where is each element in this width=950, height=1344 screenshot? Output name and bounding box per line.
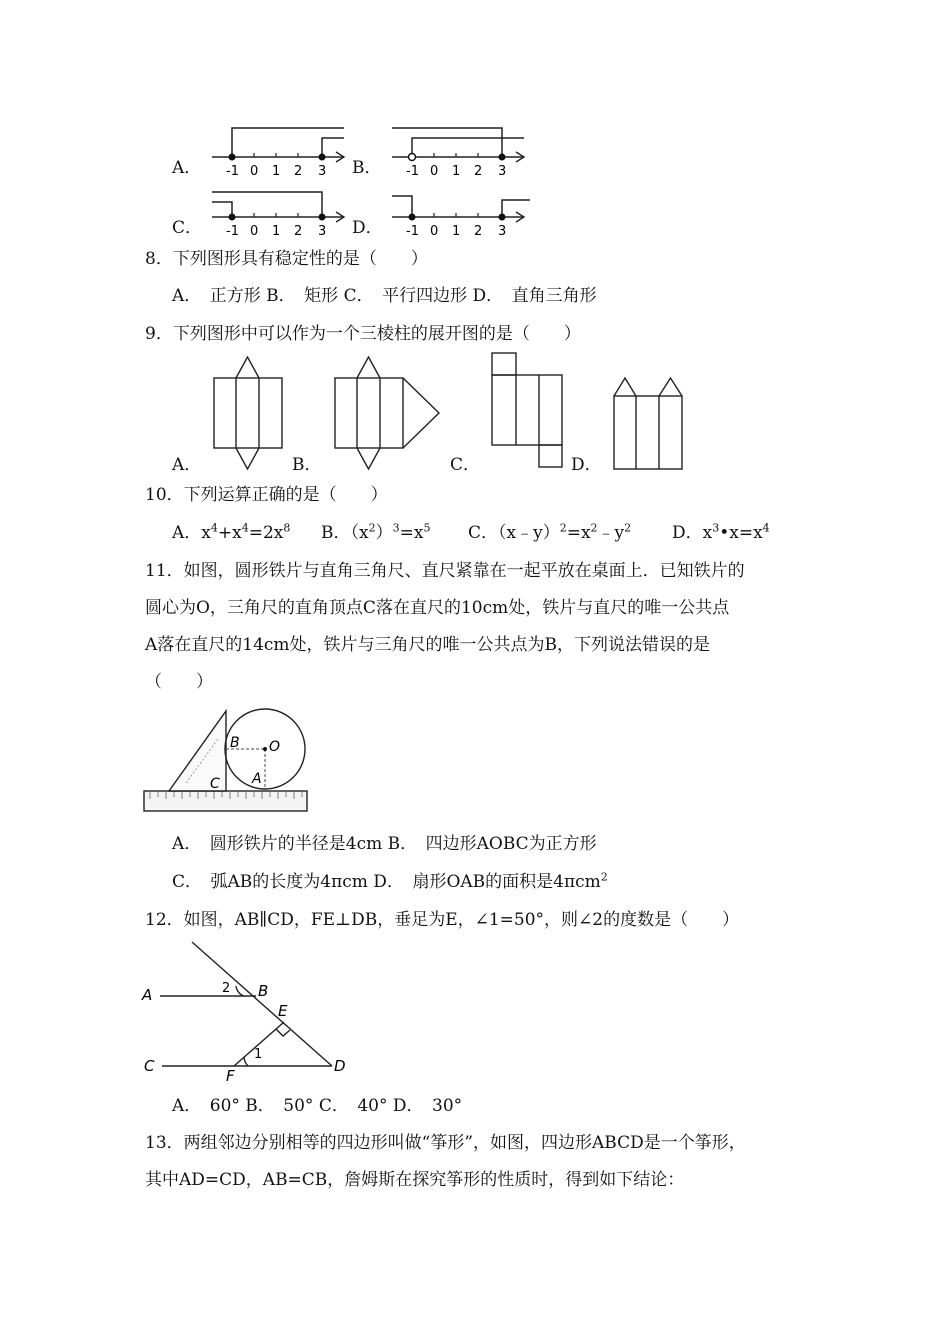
q9-net-b xyxy=(333,353,443,473)
q9-label-d: D． xyxy=(571,455,602,475)
q7-number-line-a xyxy=(208,120,348,180)
tick-label: 2 xyxy=(474,224,483,239)
tick-label: 3 xyxy=(318,164,327,179)
tick-label: 1 xyxy=(452,224,461,239)
tick-label: 0 xyxy=(250,164,259,179)
q7-number-line-c xyxy=(208,180,348,240)
q12-label-1: 1 xyxy=(254,1047,263,1062)
q7-number-line-d xyxy=(388,180,534,240)
q13-line-2: 其中AD=CD，AB=CB，詹姆斯在探究筝形的性质时，得到如下结论： xyxy=(145,1170,685,1190)
tick-label: 3 xyxy=(498,224,507,239)
q11-line-2: 圆心为O，三角尺的直角顶点C落在直尺的10cm处，铁片与直尺的唯一公共点 xyxy=(145,598,730,618)
q12-options: A． 60° B． 50° C． 40° D． 30° xyxy=(172,1096,463,1116)
q7-option-c-label: C． xyxy=(172,218,203,238)
q10-stem: 10．下列运算正确的是（ ） xyxy=(145,485,388,505)
q9-label-b: B． xyxy=(292,455,322,475)
q11-line-3: A落在直尺的14cm处，铁片与三角尺的唯一公共点为B，下列说法错误的是 xyxy=(145,635,711,655)
tick-label: 0 xyxy=(430,164,439,179)
tick-label: 1 xyxy=(452,164,461,179)
tick-label: 2 xyxy=(294,224,303,239)
q12-label-c: C xyxy=(144,1057,155,1075)
q12-label-a: A xyxy=(142,986,153,1004)
q10-option-b: B．$(x^2)^3=x^5$ xyxy=(321,521,431,543)
q11-label-o: O xyxy=(269,739,281,755)
q11-figure xyxy=(142,707,310,815)
q7-option-b-label: B． xyxy=(352,158,382,178)
q9-net-d xyxy=(612,376,686,472)
q8-options: A． 正方形 B． 矩形 C． 平行四边形 D． 直角三角形 xyxy=(172,286,597,306)
tick-label: 2 xyxy=(474,164,483,179)
tick-label: -1 xyxy=(226,164,239,179)
q11-line-4: （ ） xyxy=(145,672,213,692)
q7-option-d-label: D． xyxy=(352,218,383,238)
q7-option-a-label: A． xyxy=(172,158,202,178)
tick-label: 2 xyxy=(294,164,303,179)
q12-label-b: B xyxy=(258,982,269,1000)
q9-label-a: A． xyxy=(172,455,202,475)
q11-label-b: B xyxy=(230,735,240,751)
q12-stem: 12．如图，AB∥CD，FE⊥DB，垂足为E，∠1=50°，则∠2的度数是（ ） xyxy=(145,910,740,930)
q12-figure xyxy=(140,940,352,1082)
tick-label: 1 xyxy=(272,224,281,239)
q10-option-c: C．$(x﹣y)^2=x^2﹣y^2$ xyxy=(468,521,632,543)
q10-option-a: A．$x^4+x^4=2x^8$ xyxy=(172,521,291,543)
tick-label: 3 xyxy=(318,224,327,239)
tick-label: -1 xyxy=(226,224,239,239)
q9-net-a xyxy=(212,353,286,473)
q11-line-1: 11．如图，圆形铁片与直角三角尺、直尺紧靠在一起平放在桌面上．已知铁片的 xyxy=(145,561,745,581)
tick-label: 1 xyxy=(272,164,281,179)
q11-label-c: C xyxy=(210,776,220,792)
tick-label: 0 xyxy=(250,224,259,239)
q8-stem: 8．下列图形具有稳定性的是（ ） xyxy=(145,249,428,269)
q7-number-line-b xyxy=(388,120,528,180)
q13-line-1: 13．两组邻边分别相等的四边形叫做“筝形”，如图，四边形ABCD是一个筝形， xyxy=(145,1133,746,1153)
tick-label: -1 xyxy=(406,164,419,179)
q11-options-ab: A． 圆形铁片的半径是4cm B． 四边形AOBC为正方形 xyxy=(172,834,597,854)
q10-option-d: D．$x^3•x=x^4$ xyxy=(672,521,770,543)
q11-label-a: A xyxy=(252,771,262,787)
tick-label: 3 xyxy=(498,164,507,179)
q12-label-2: 2 xyxy=(222,981,231,996)
q12-label-e: E xyxy=(278,1002,288,1020)
tick-label: 0 xyxy=(430,224,439,239)
q9-label-c: C． xyxy=(450,455,481,475)
q9-net-c xyxy=(490,351,564,471)
q11-options-cd: C． 弧AB的长度为4πcm D． 扇形OAB的面积是4πcm$^2$ xyxy=(172,870,608,892)
q9-stem: 9．下列图形中可以作为一个三棱柱的展开图的是（ ） xyxy=(145,324,581,344)
q12-label-f: F xyxy=(226,1067,235,1082)
q12-label-d: D xyxy=(334,1057,346,1075)
tick-label: -1 xyxy=(406,224,419,239)
